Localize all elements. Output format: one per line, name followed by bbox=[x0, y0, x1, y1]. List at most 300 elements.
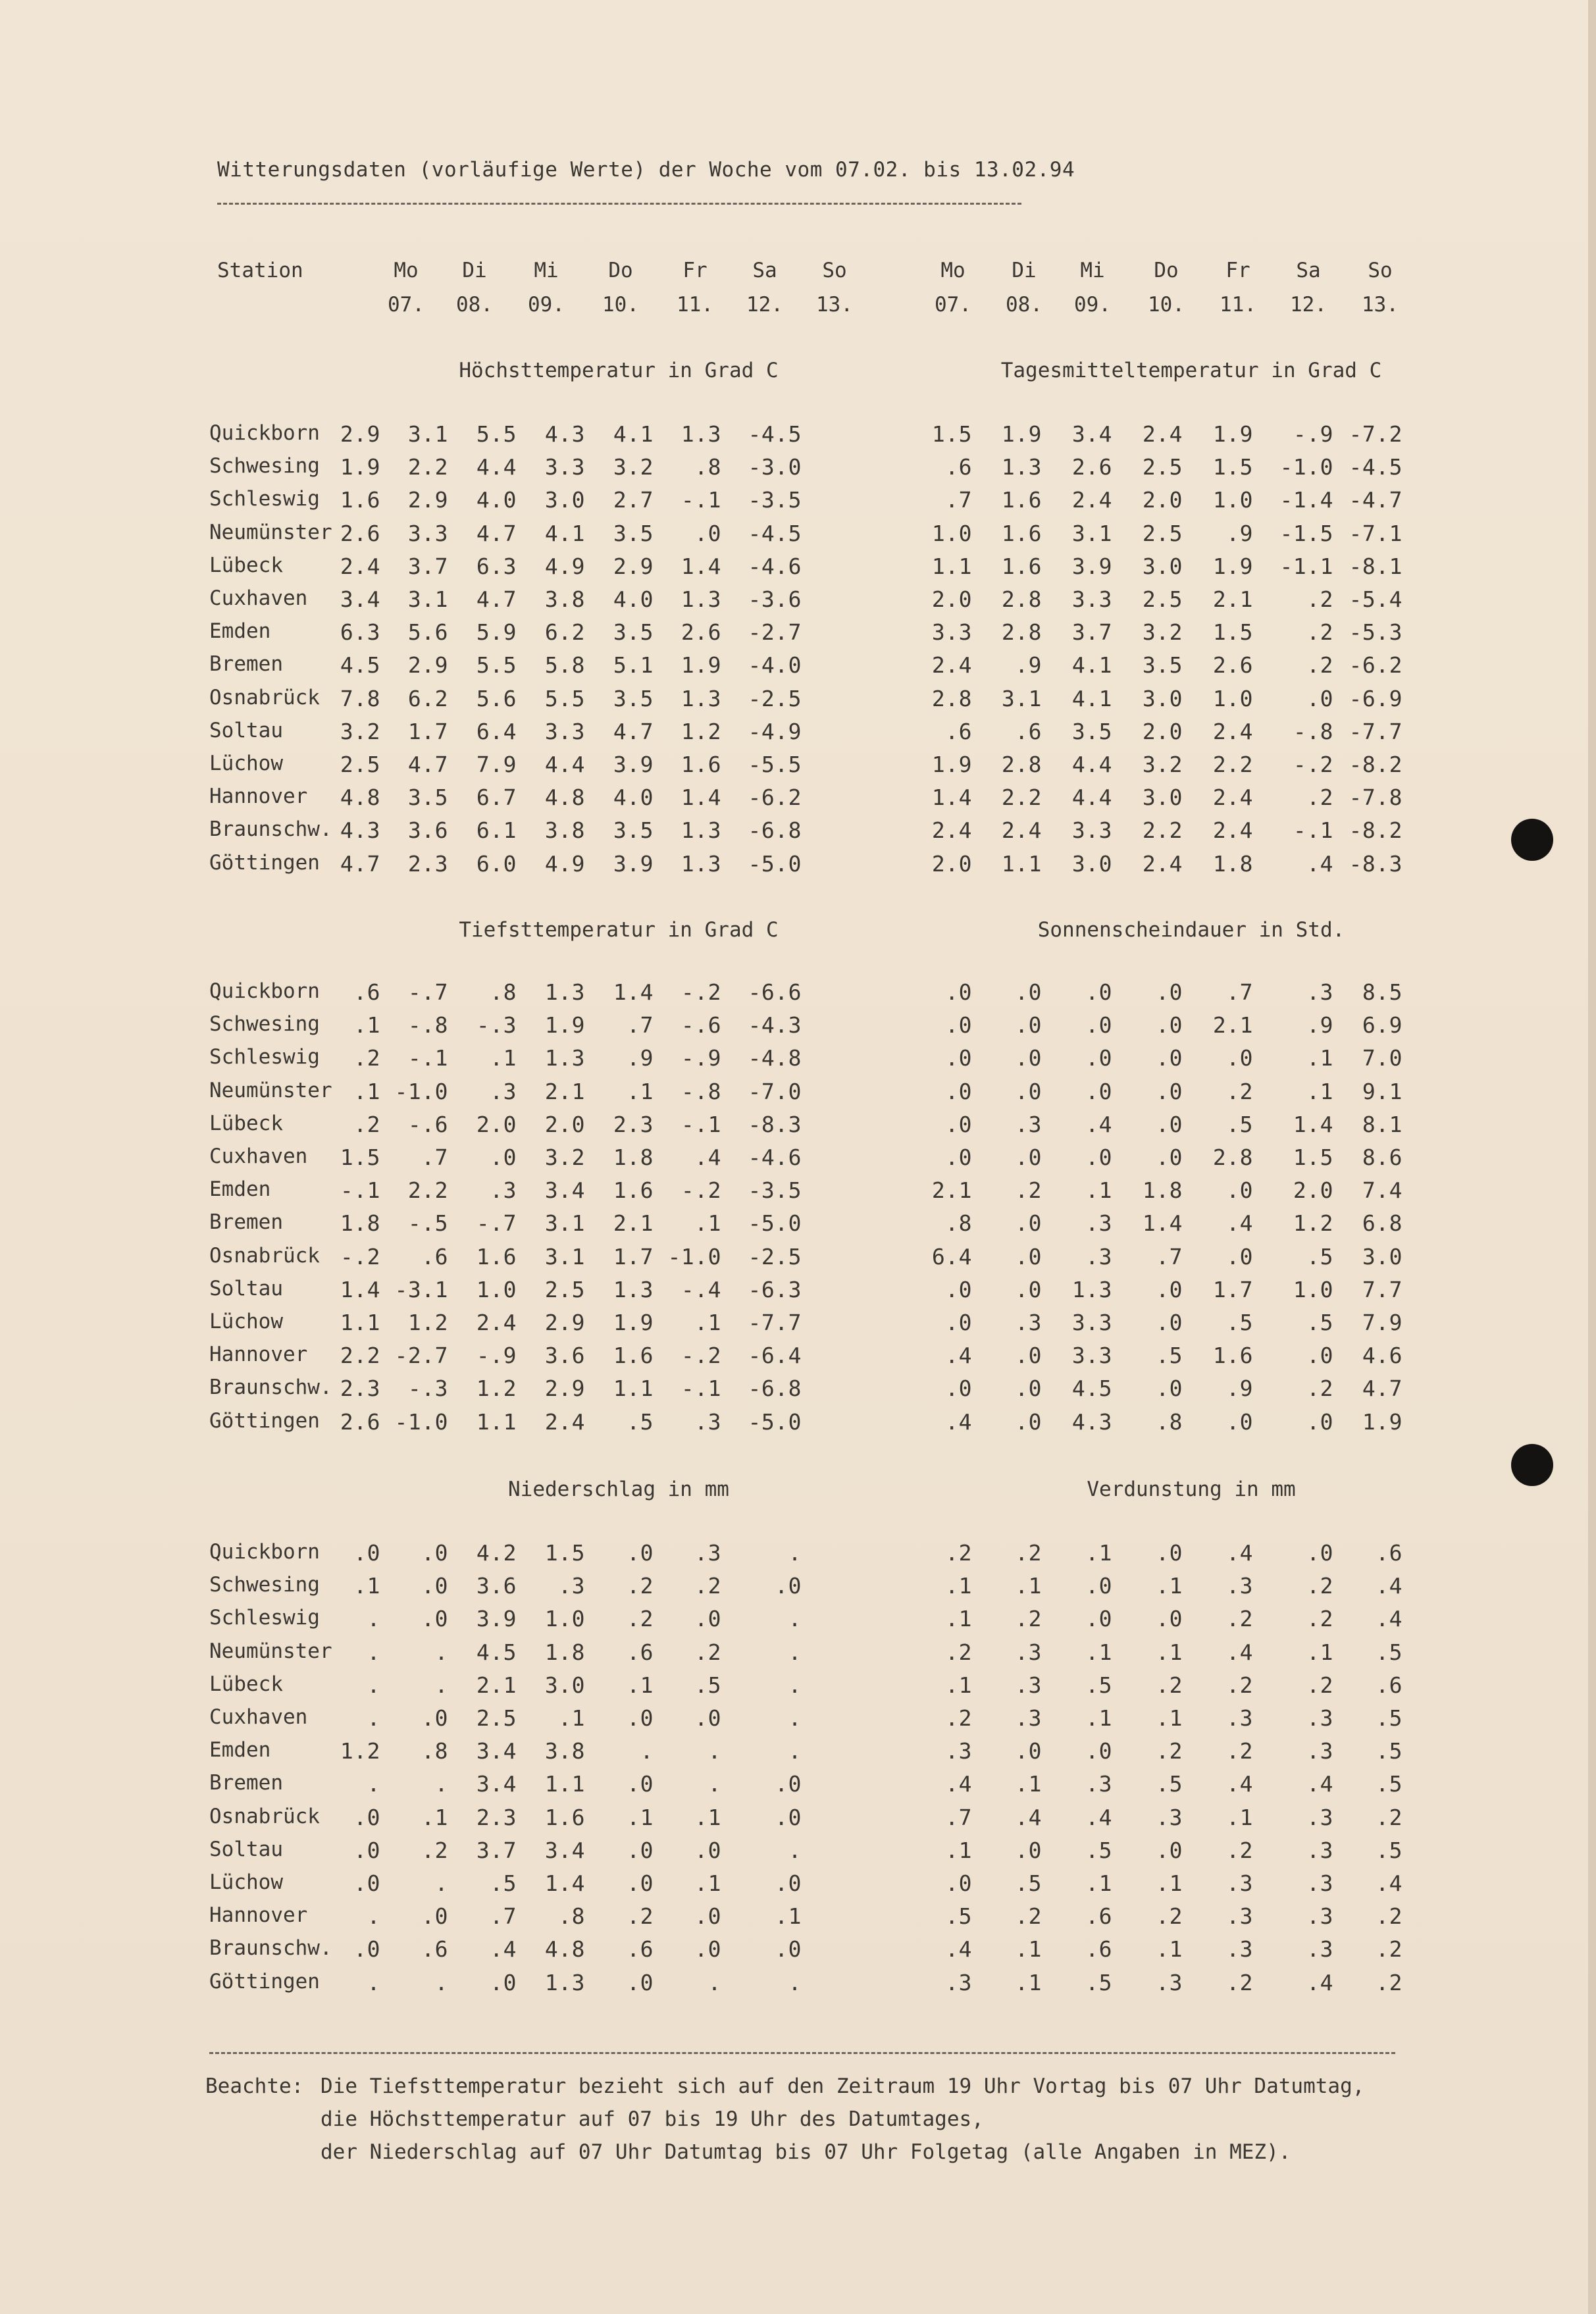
data-cell: . bbox=[434, 1672, 448, 1698]
data-cell: 3.1 bbox=[544, 1244, 585, 1270]
data-cell: .0 bbox=[627, 1870, 654, 1896]
data-cell: 1.1 bbox=[931, 553, 972, 579]
data-cell: 4.1 bbox=[613, 421, 654, 447]
punch-hole-bottom bbox=[1511, 1444, 1553, 1486]
data-cell: -.1 bbox=[1293, 817, 1333, 843]
data-cell: 2.6 bbox=[1071, 454, 1112, 480]
data-cell: 1.4 bbox=[931, 784, 972, 810]
data-cell: .1 bbox=[694, 1210, 721, 1236]
left-date-header-1: 08. bbox=[456, 293, 493, 317]
data-cell: 4.2 bbox=[476, 1540, 517, 1566]
data-cell: .5 bbox=[1085, 1672, 1112, 1698]
data-cell: 1.0 bbox=[476, 1277, 517, 1302]
data-cell: . bbox=[434, 1639, 448, 1665]
data-cell: .5 bbox=[1156, 1771, 1183, 1797]
data-cell: .0 bbox=[1226, 1409, 1253, 1435]
data-cell: .1 bbox=[1015, 1936, 1042, 1962]
data-cell: . bbox=[708, 1738, 721, 1764]
data-cell: -4.9 bbox=[748, 719, 802, 744]
data-cell: 4.3 bbox=[544, 421, 585, 447]
data-cell: .0 bbox=[353, 1805, 380, 1830]
data-cell: .6 bbox=[945, 719, 972, 744]
data-cell: .0 bbox=[490, 1144, 517, 1170]
data-cell: 1.6 bbox=[613, 1177, 654, 1203]
data-cell: .7 bbox=[490, 1903, 517, 1929]
data-cell: .0 bbox=[775, 1771, 802, 1797]
data-cell: . bbox=[788, 1639, 802, 1665]
data-cell: 4.7 bbox=[476, 521, 517, 546]
data-cell: .3 bbox=[1156, 1970, 1183, 1995]
data-cell: 1.8 bbox=[1142, 1177, 1183, 1203]
data-cell: .4 bbox=[1306, 1771, 1333, 1797]
data-cell: .5 bbox=[1085, 1838, 1112, 1863]
data-cell: .0 bbox=[1306, 1409, 1333, 1435]
left-date-header-4: 11. bbox=[677, 293, 713, 317]
data-cell: .8 bbox=[490, 979, 517, 1005]
section-2-left-title: Niederschlag in mm bbox=[508, 1478, 729, 1501]
data-cell: -6.8 bbox=[748, 1376, 802, 1401]
data-cell: -1.0 bbox=[394, 1409, 448, 1435]
data-cell: 2.6 bbox=[340, 521, 380, 546]
data-cell: 1.2 bbox=[407, 1310, 448, 1335]
data-cell: .1 bbox=[353, 1079, 380, 1104]
data-cell: .1 bbox=[1306, 1639, 1333, 1665]
data-cell: .1 bbox=[1156, 1936, 1183, 1962]
station-label: Hannover bbox=[209, 1903, 308, 1927]
data-cell: 3.2 bbox=[340, 719, 380, 744]
data-cell: -2.5 bbox=[748, 1244, 802, 1270]
data-cell: .9 bbox=[1306, 1012, 1333, 1038]
data-cell: -2.5 bbox=[748, 686, 802, 711]
data-cell: -7.7 bbox=[748, 1310, 802, 1335]
data-cell: -.1 bbox=[681, 1376, 721, 1401]
data-cell: .2 bbox=[421, 1838, 448, 1863]
data-cell: 4.9 bbox=[544, 553, 585, 579]
data-cell: 1.3 bbox=[613, 1277, 654, 1302]
data-cell: 4.5 bbox=[1071, 1376, 1112, 1401]
data-cell: -.1 bbox=[681, 1112, 721, 1137]
data-cell: 1.6 bbox=[340, 487, 380, 513]
data-cell: .6 bbox=[1376, 1672, 1403, 1698]
data-cell: 4.8 bbox=[340, 784, 380, 810]
footer-rule bbox=[209, 2052, 1395, 2054]
data-cell: 1.5 bbox=[340, 1144, 380, 1170]
data-cell: -1.5 bbox=[1279, 521, 1333, 546]
data-cell: 2.0 bbox=[931, 851, 972, 877]
data-cell: .0 bbox=[627, 1970, 654, 1995]
data-cell: 3.9 bbox=[613, 752, 654, 777]
data-cell: -4.5 bbox=[748, 521, 802, 546]
data-cell: .1 bbox=[945, 1672, 972, 1698]
station-label: Lübeck bbox=[209, 1672, 283, 1696]
data-cell: -2.7 bbox=[748, 619, 802, 645]
data-cell: 3.6 bbox=[544, 1343, 585, 1368]
data-cell: 4.4 bbox=[544, 752, 585, 777]
data-cell: 1.7 bbox=[1212, 1277, 1253, 1302]
data-cell: 2.6 bbox=[681, 619, 721, 645]
data-cell: . bbox=[367, 1970, 380, 1995]
data-cell: -4.0 bbox=[748, 652, 802, 678]
station-label: Göttingen bbox=[209, 851, 320, 875]
data-cell: 3.6 bbox=[476, 1573, 517, 1599]
data-cell: 5.5 bbox=[476, 421, 517, 447]
data-cell: 2.2 bbox=[1212, 752, 1253, 777]
data-cell: -3.5 bbox=[748, 1177, 802, 1203]
station-label: Emden bbox=[209, 1738, 271, 1762]
data-cell: 1.3 bbox=[544, 1045, 585, 1071]
data-cell: -5.5 bbox=[748, 752, 802, 777]
data-cell: 2.8 bbox=[1001, 586, 1042, 612]
data-cell: 3.7 bbox=[1071, 619, 1112, 645]
data-cell: .3 bbox=[1306, 1738, 1333, 1764]
data-cell: 2.8 bbox=[1212, 1144, 1253, 1170]
data-cell: .0 bbox=[353, 1870, 380, 1896]
data-cell: .8 bbox=[421, 1738, 448, 1764]
data-cell: .1 bbox=[775, 1903, 802, 1929]
data-cell: -5.0 bbox=[748, 1210, 802, 1236]
data-cell: 1.7 bbox=[407, 719, 448, 744]
data-cell: 2.0 bbox=[1293, 1177, 1333, 1203]
data-cell: -.1 bbox=[340, 1177, 380, 1203]
data-cell: -.5 bbox=[407, 1210, 448, 1236]
data-cell: .1 bbox=[1085, 1639, 1112, 1665]
data-cell: .2 bbox=[1226, 1672, 1253, 1698]
data-cell: 7.8 bbox=[340, 686, 380, 711]
station-label: Lüchow bbox=[209, 1310, 283, 1333]
data-cell: 2.5 bbox=[1142, 586, 1183, 612]
station-label: Göttingen bbox=[209, 1409, 320, 1433]
data-cell: 3.3 bbox=[1071, 1343, 1112, 1368]
data-cell: .7 bbox=[627, 1012, 654, 1038]
station-label: Soltau bbox=[209, 1277, 283, 1300]
data-cell: .3 bbox=[694, 1409, 721, 1435]
data-cell: .9 bbox=[1015, 652, 1042, 678]
right-day-header-1: Di bbox=[1012, 259, 1037, 282]
data-cell: 1.8 bbox=[544, 1639, 585, 1665]
data-cell: .0 bbox=[1156, 1144, 1183, 1170]
data-cell: -6.9 bbox=[1349, 686, 1403, 711]
data-cell: 6.3 bbox=[340, 619, 380, 645]
data-cell: 1.1 bbox=[613, 1376, 654, 1401]
data-cell: 7.0 bbox=[1362, 1045, 1403, 1071]
data-cell: .0 bbox=[775, 1573, 802, 1599]
data-cell: 2.4 bbox=[1212, 817, 1253, 843]
station-label: Lübeck bbox=[209, 1112, 283, 1135]
data-cell: -3.5 bbox=[748, 487, 802, 513]
station-label: Hannover bbox=[209, 1343, 308, 1366]
data-cell: 3.2 bbox=[613, 454, 654, 480]
data-cell: .4 bbox=[1226, 1639, 1253, 1665]
data-cell: 2.3 bbox=[407, 851, 448, 877]
data-cell: 1.4 bbox=[613, 979, 654, 1005]
data-cell: .3 bbox=[1306, 1903, 1333, 1929]
data-cell: -4.6 bbox=[748, 553, 802, 579]
data-cell: 1.1 bbox=[340, 1310, 380, 1335]
data-cell: -8.2 bbox=[1349, 752, 1403, 777]
data-cell: 3.5 bbox=[407, 784, 448, 810]
data-cell: .3 bbox=[1085, 1244, 1112, 1270]
data-cell: 3.8 bbox=[544, 586, 585, 612]
data-cell: .2 bbox=[627, 1573, 654, 1599]
data-cell: 1.5 bbox=[1293, 1144, 1333, 1170]
station-label: Schwesing bbox=[209, 1012, 320, 1036]
data-cell: -7.2 bbox=[1349, 421, 1403, 447]
data-cell: 3.4 bbox=[476, 1738, 517, 1764]
data-cell: .2 bbox=[945, 1540, 972, 1566]
data-cell: .4 bbox=[945, 1343, 972, 1368]
data-cell: .3 bbox=[490, 1079, 517, 1104]
data-cell: 1.6 bbox=[1001, 487, 1042, 513]
section-0-left-title: Höchsttemperatur in Grad C bbox=[459, 359, 779, 382]
data-cell: .0 bbox=[627, 1540, 654, 1566]
data-cell: .1 bbox=[945, 1838, 972, 1863]
data-cell: 1.3 bbox=[681, 421, 721, 447]
data-cell: .1 bbox=[1015, 1573, 1042, 1599]
data-cell: . bbox=[708, 1970, 721, 1995]
data-cell: 2.9 bbox=[340, 421, 380, 447]
data-cell: .0 bbox=[1015, 1079, 1042, 1104]
data-cell: -8.2 bbox=[1349, 817, 1403, 843]
data-cell: .3 bbox=[490, 1177, 517, 1203]
data-cell: . bbox=[788, 1672, 802, 1698]
data-cell: .0 bbox=[1306, 1540, 1333, 1566]
data-cell: .3 bbox=[1306, 1870, 1333, 1896]
data-cell: 3.8 bbox=[544, 817, 585, 843]
data-cell: .0 bbox=[1015, 1838, 1042, 1863]
section-2-right-title: Verdunstung in mm bbox=[1087, 1478, 1296, 1501]
data-cell: .2 bbox=[1156, 1672, 1183, 1698]
left-date-header-6: 13. bbox=[816, 293, 853, 317]
data-cell: .2 bbox=[1376, 1805, 1403, 1830]
data-cell: 2.4 bbox=[476, 1310, 517, 1335]
data-cell: .2 bbox=[353, 1112, 380, 1137]
data-cell: 4.0 bbox=[613, 586, 654, 612]
data-cell: 2.6 bbox=[340, 1409, 380, 1435]
data-cell: 4.4 bbox=[476, 454, 517, 480]
data-cell: .2 bbox=[945, 1705, 972, 1731]
data-cell: 1.6 bbox=[681, 752, 721, 777]
data-cell: .2 bbox=[1226, 1738, 1253, 1764]
data-cell: .0 bbox=[1226, 1045, 1253, 1071]
data-cell: .0 bbox=[1015, 1244, 1042, 1270]
data-cell: .0 bbox=[1156, 1079, 1183, 1104]
data-cell: .4 bbox=[1376, 1870, 1403, 1896]
data-cell: 6.2 bbox=[544, 619, 585, 645]
data-cell: 4.7 bbox=[407, 752, 448, 777]
data-cell: 1.8 bbox=[340, 1210, 380, 1236]
station-label: Hannover bbox=[209, 784, 308, 808]
data-cell: -3.0 bbox=[748, 454, 802, 480]
data-cell: 2.2 bbox=[407, 454, 448, 480]
data-cell: -.4 bbox=[681, 1277, 721, 1302]
station-label: Neumünster bbox=[209, 1079, 332, 1102]
data-cell: .1 bbox=[694, 1870, 721, 1896]
data-cell: . bbox=[434, 1870, 448, 1896]
data-cell: . bbox=[788, 1606, 802, 1632]
data-cell: 3.3 bbox=[1071, 1310, 1112, 1335]
data-cell: .7 bbox=[1156, 1244, 1183, 1270]
data-cell: 3.3 bbox=[1071, 586, 1112, 612]
left-date-header-0: 07. bbox=[388, 293, 425, 317]
data-cell: 4.7 bbox=[613, 719, 654, 744]
data-cell: .2 bbox=[1015, 1606, 1042, 1632]
data-cell: .4 bbox=[694, 1144, 721, 1170]
data-cell: .2 bbox=[1306, 784, 1333, 810]
data-cell: -.2 bbox=[340, 1244, 380, 1270]
data-cell: 3.6 bbox=[407, 817, 448, 843]
data-cell: 1.4 bbox=[681, 784, 721, 810]
data-cell: 2.4 bbox=[931, 817, 972, 843]
data-cell: .4 bbox=[1226, 1210, 1253, 1236]
data-cell: .6 bbox=[1085, 1936, 1112, 1962]
data-cell: .2 bbox=[1156, 1903, 1183, 1929]
data-cell: 1.6 bbox=[476, 1244, 517, 1270]
data-cell: .3 bbox=[945, 1738, 972, 1764]
data-cell: .1 bbox=[945, 1606, 972, 1632]
data-cell: 1.3 bbox=[681, 817, 721, 843]
data-cell: .2 bbox=[1376, 1936, 1403, 1962]
data-cell: .2 bbox=[627, 1606, 654, 1632]
data-cell: 6.4 bbox=[931, 1244, 972, 1270]
data-cell: .0 bbox=[1015, 1012, 1042, 1038]
station-label: Quickborn bbox=[209, 979, 320, 1003]
section-1-right-title: Sonnenscheindauer in Std. bbox=[1037, 918, 1345, 942]
data-cell: 2.0 bbox=[476, 1112, 517, 1137]
data-cell: . bbox=[434, 1970, 448, 1995]
data-cell: . bbox=[640, 1738, 654, 1764]
data-cell: .0 bbox=[1085, 1079, 1112, 1104]
data-cell: .0 bbox=[1085, 1012, 1112, 1038]
data-cell: 9.1 bbox=[1362, 1079, 1403, 1104]
data-cell: .0 bbox=[353, 1540, 380, 1566]
data-cell: .1 bbox=[1015, 1771, 1042, 1797]
data-cell: 1.6 bbox=[1001, 521, 1042, 546]
data-cell: .5 bbox=[1085, 1970, 1112, 1995]
data-cell: 1.4 bbox=[340, 1277, 380, 1302]
data-cell: 2.5 bbox=[476, 1705, 517, 1731]
data-cell: .3 bbox=[1015, 1112, 1042, 1137]
data-cell: .1 bbox=[1085, 1177, 1112, 1203]
data-cell: .6 bbox=[421, 1936, 448, 1962]
data-cell: 2.4 bbox=[544, 1409, 585, 1435]
data-cell: .2 bbox=[1306, 652, 1333, 678]
data-cell: 1.1 bbox=[544, 1771, 585, 1797]
data-cell: 4.1 bbox=[544, 521, 585, 546]
left-day-header-1: Di bbox=[462, 259, 487, 282]
data-cell: -.2 bbox=[681, 1343, 721, 1368]
data-cell: .3 bbox=[1226, 1870, 1253, 1896]
data-cell: .5 bbox=[1306, 1244, 1333, 1270]
right-date-header-0: 07. bbox=[935, 293, 971, 317]
data-cell: .5 bbox=[1376, 1639, 1403, 1665]
data-cell: -.6 bbox=[681, 1012, 721, 1038]
data-cell: .3 bbox=[694, 1540, 721, 1566]
data-cell: .3 bbox=[1015, 1672, 1042, 1698]
data-cell: . bbox=[788, 1540, 802, 1566]
data-cell: 1.1 bbox=[476, 1409, 517, 1435]
data-cell: 3.7 bbox=[476, 1838, 517, 1863]
data-cell: 2.3 bbox=[613, 1112, 654, 1137]
data-cell: .2 bbox=[353, 1045, 380, 1071]
data-cell: 2.9 bbox=[613, 553, 654, 579]
data-cell: .1 bbox=[1306, 1045, 1333, 1071]
data-cell: .0 bbox=[694, 1606, 721, 1632]
station-label: Cuxhaven bbox=[209, 586, 308, 610]
right-day-header-2: Mi bbox=[1080, 259, 1105, 282]
data-cell: 2.5 bbox=[1142, 521, 1183, 546]
data-cell: .0 bbox=[627, 1838, 654, 1863]
data-cell: .3 bbox=[1226, 1705, 1253, 1731]
data-cell: 5.5 bbox=[544, 686, 585, 711]
data-cell: -2.7 bbox=[394, 1343, 448, 1368]
data-cell: 8.5 bbox=[1362, 979, 1403, 1005]
data-cell: .0 bbox=[945, 1310, 972, 1335]
data-cell: .3 bbox=[1306, 1838, 1333, 1863]
data-cell: 8.6 bbox=[1362, 1144, 1403, 1170]
data-cell: .7 bbox=[421, 1144, 448, 1170]
data-cell: 2.1 bbox=[1212, 586, 1253, 612]
station-label: Cuxhaven bbox=[209, 1705, 308, 1729]
data-cell: .0 bbox=[1015, 1409, 1042, 1435]
data-cell: 1.5 bbox=[931, 421, 972, 447]
data-cell: .0 bbox=[353, 1838, 380, 1863]
paper-edge bbox=[1588, 0, 1596, 2314]
data-cell: .3 bbox=[1015, 1310, 1042, 1335]
station-label: Bremen bbox=[209, 1210, 283, 1234]
right-day-header-0: Mo bbox=[940, 259, 965, 282]
data-cell: .5 bbox=[1376, 1705, 1403, 1731]
data-cell: .5 bbox=[1376, 1771, 1403, 1797]
data-cell: 2.1 bbox=[544, 1079, 585, 1104]
title-underline bbox=[217, 203, 1021, 205]
data-cell: 3.0 bbox=[544, 487, 585, 513]
data-cell: .0 bbox=[1156, 1277, 1183, 1302]
data-cell: .4 bbox=[1085, 1112, 1112, 1137]
data-cell: -4.8 bbox=[748, 1045, 802, 1071]
station-label: Braunschw. bbox=[209, 1936, 332, 1960]
data-cell: .0 bbox=[1156, 1112, 1183, 1137]
data-cell: 1.9 bbox=[681, 652, 721, 678]
data-cell: -6.8 bbox=[748, 817, 802, 843]
data-cell: . bbox=[788, 1970, 802, 1995]
data-cell: .0 bbox=[1015, 1045, 1042, 1071]
data-cell: .0 bbox=[1156, 979, 1183, 1005]
data-cell: .0 bbox=[945, 1012, 972, 1038]
data-cell: -7.7 bbox=[1349, 719, 1403, 744]
data-cell: 5.6 bbox=[407, 619, 448, 645]
data-cell: .0 bbox=[945, 1144, 972, 1170]
data-cell: 3.5 bbox=[613, 686, 654, 711]
station-label: Osnabrück bbox=[209, 1805, 320, 1828]
data-cell: 3.5 bbox=[613, 521, 654, 546]
data-cell: .2 bbox=[1226, 1079, 1253, 1104]
data-cell: .9 bbox=[627, 1045, 654, 1071]
data-cell: .0 bbox=[1085, 1144, 1112, 1170]
data-cell: .1 bbox=[1085, 1540, 1112, 1566]
data-cell: .1 bbox=[627, 1079, 654, 1104]
data-cell: 2.1 bbox=[931, 1177, 972, 1203]
data-cell: 4.1 bbox=[1071, 652, 1112, 678]
data-cell: .0 bbox=[1015, 1210, 1042, 1236]
data-cell: .2 bbox=[1376, 1903, 1403, 1929]
data-cell: .3 bbox=[558, 1573, 585, 1599]
station-label: Schleswig bbox=[209, 487, 320, 511]
data-cell: 1.5 bbox=[1212, 619, 1253, 645]
data-cell: -.1 bbox=[407, 1045, 448, 1071]
footnote-line-3: der Niederschlag auf 07 Uhr Datumtag bis 07 Uhr Folgetag (alle Angaben in MEZ). bbox=[321, 2140, 1291, 2164]
data-cell: 3.5 bbox=[1071, 719, 1112, 744]
data-cell: 1.3 bbox=[1071, 1277, 1112, 1302]
